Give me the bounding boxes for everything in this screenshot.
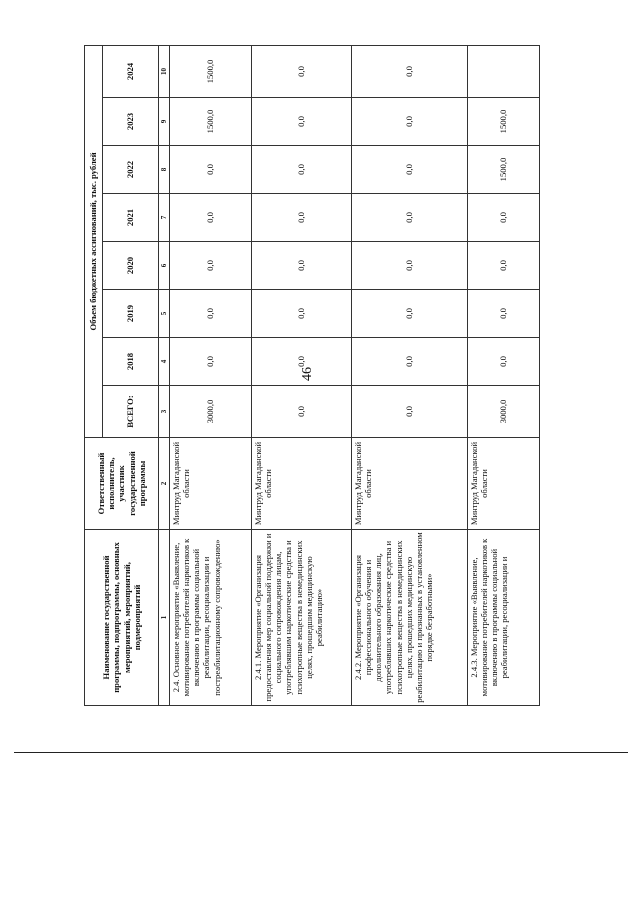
row-value: 0,0	[252, 45, 352, 97]
row-value: 0,0	[468, 194, 540, 242]
column-number: 4	[159, 338, 170, 386]
row-name: 2.4. Основное мероприятие «Выявление, мотивирование потребителей наркотиков к включению в программы социальной реабилитации, ресоциализации и постреабилитационному сопровождению»	[170, 530, 252, 706]
row-value: 0,0	[170, 146, 252, 194]
row-value: 0,0	[352, 45, 468, 97]
column-number: 2	[159, 438, 170, 530]
row-executor: Минтруд Магаданской области	[468, 438, 540, 530]
header-year: 2021	[103, 194, 159, 242]
header-year: 2018	[103, 338, 159, 386]
row-value: 1500,0	[468, 98, 540, 146]
header-year: 2022	[103, 146, 159, 194]
column-number: 7	[159, 194, 170, 242]
row-value: 3000,0	[170, 386, 252, 438]
row-value: 0,0	[468, 338, 540, 386]
budget-table-container	[84, 46, 540, 706]
row-value: 0,0	[352, 146, 468, 194]
row-value: 0,0	[170, 290, 252, 338]
row-value: 0,0	[352, 242, 468, 290]
row-value: 0,0	[468, 242, 540, 290]
row-value: 0,0	[352, 194, 468, 242]
column-number: 8	[159, 146, 170, 194]
row-name: 2.4.2. Мероприятие «Организация профессионального обучения и дополнительного образования лиц, употреблявших наркотические средства и психотропные вещества в немедицинских целях, прошедших медицинскую реабилитацию и признанных в установленном порядке безработными»	[352, 530, 468, 706]
row-value: 0,0	[252, 290, 352, 338]
row-value: 0,0	[170, 338, 252, 386]
row-value: 0,0	[352, 98, 468, 146]
row-executor: Минтруд Магаданской области	[352, 438, 468, 530]
column-number: 3	[159, 386, 170, 438]
table-row	[170, 45, 252, 705]
row-value: 1500,0	[468, 146, 540, 194]
header-name: Наименование государственной программы, подпрограммы, основных мероприятий, мероприятий, подмероприятий	[85, 530, 159, 706]
row-value: 0,0	[252, 146, 352, 194]
row-value: 0,0	[352, 290, 468, 338]
table-row	[352, 45, 468, 705]
column-number: 6	[159, 242, 170, 290]
row-value: 0,0	[352, 338, 468, 386]
header-total: ВСЕГО:	[103, 386, 159, 438]
header-executor: Ответственный исполнитель, участник государственной программы	[85, 438, 159, 530]
row-executor: Минтруд Магаданской области	[170, 438, 252, 530]
row-value: 0,0	[252, 386, 352, 438]
row-value: 0,0	[252, 194, 352, 242]
row-value: 0,0	[252, 242, 352, 290]
column-number-row	[159, 45, 170, 705]
header-year: 2023	[103, 98, 159, 146]
row-value: 0,0	[352, 386, 468, 438]
row-value	[468, 45, 540, 97]
row-value: 1500,0	[170, 45, 252, 97]
header-year: 2020	[103, 242, 159, 290]
row-value: 0,0	[468, 290, 540, 338]
row-value: 1500,0	[170, 98, 252, 146]
page-number: 46	[300, 367, 315, 381]
table-row	[252, 45, 352, 705]
row-value: 0,0	[252, 98, 352, 146]
row-value: 0,0	[170, 194, 252, 242]
column-number: 9	[159, 98, 170, 146]
column-number: 5	[159, 290, 170, 338]
header-year: 2024	[103, 45, 159, 97]
row-name: 2.4.3. Мероприятие «Выявление, мотивирование потребителей наркотиков к включению в программы социальной реабилитации, ресоциализации и	[468, 530, 540, 706]
column-number: 1	[159, 530, 170, 706]
row-value: 3000,0	[468, 386, 540, 438]
header-budget-group: Объем бюджетных ассигнований, тыс. рублей	[85, 45, 103, 437]
header-year: 2019	[103, 290, 159, 338]
row-name: 2.4.1. Мероприятие «Организация предоставления мер социальной поддержки и социального сопровождения лицам, употреблявшим наркотические средства и психотропные вещества в немедицинских целях, прошедшим медицинскую реабилитацию»	[252, 530, 352, 706]
row-value: 0,0	[252, 338, 352, 386]
row-executor: Минтруд Магаданской области	[252, 438, 352, 530]
row-value: 0,0	[170, 242, 252, 290]
bottom-rule	[14, 752, 628, 753]
budget-table	[84, 45, 540, 706]
column-number: 10	[159, 45, 170, 97]
table-row	[468, 45, 540, 705]
